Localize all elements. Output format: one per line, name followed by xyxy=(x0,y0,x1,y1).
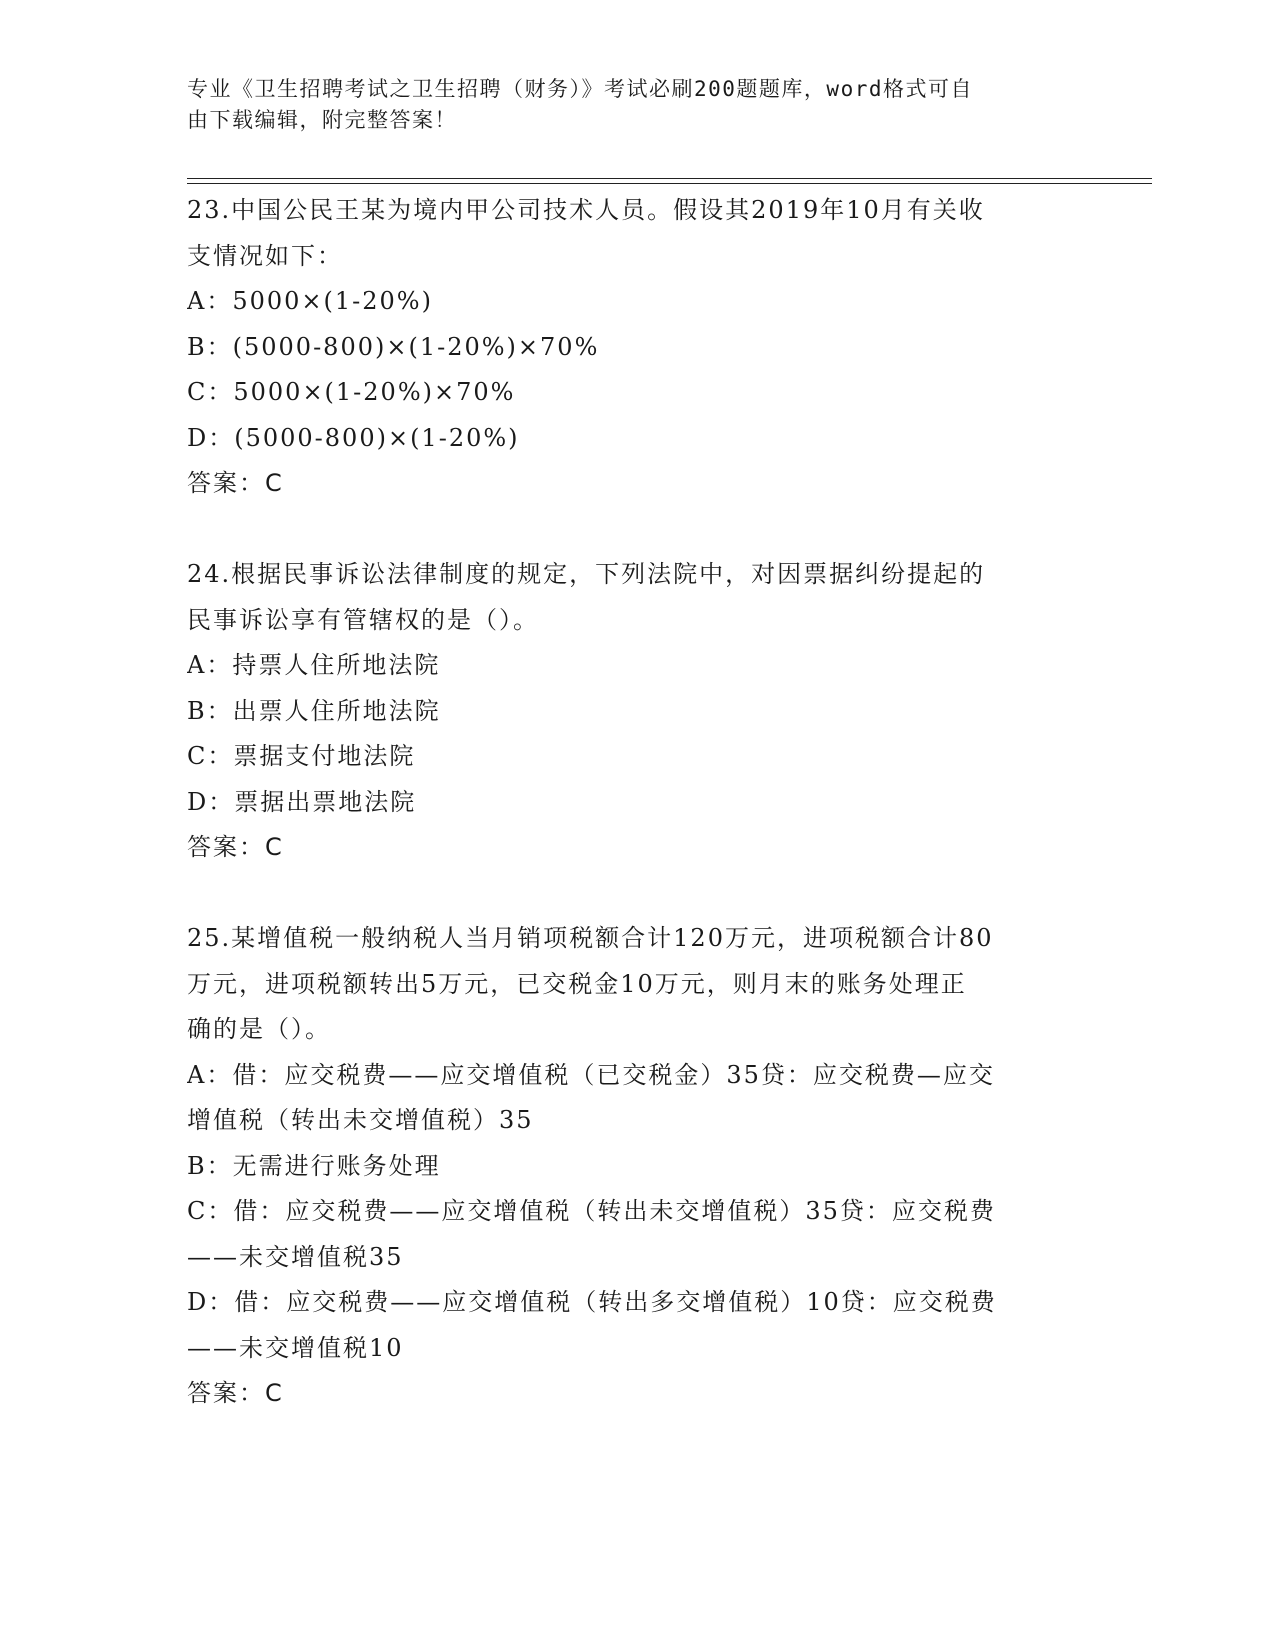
question-25-answer: 答案：C xyxy=(187,1379,284,1407)
question-23-text-line-2: 支情况如下： xyxy=(187,241,343,270)
question-spacer xyxy=(187,871,1082,917)
question-25-text-line-1: 25.某增值税一般纳税人当月销项税额合计120万元，进项税额合计80 xyxy=(187,924,994,952)
question-24-text-line-2: 民事诉讼享有管辖权的是（）。 xyxy=(187,605,539,634)
question-24-text-line-1: 24.根据民事诉讼法律制度的规定，下列法院中，对因票据纠纷提起的 xyxy=(187,560,986,588)
document-header xyxy=(187,74,1067,136)
question-25 xyxy=(187,916,1082,1417)
question-25-option-b: B：无需进行账务处理 xyxy=(187,1151,441,1180)
header-divider-top xyxy=(187,178,1152,179)
question-23-option-b: B：(5000-800)×(1-20%)×70% xyxy=(187,332,600,361)
question-25-option-c-line-1: C：借：应交税费——应交增值税（转出未交增值税）35贷：应交税费 xyxy=(187,1197,996,1225)
question-25-option-d-line-1: D：借：应交税费——应交增值税（转出多交增值税）10贷：应交税费 xyxy=(187,1288,997,1316)
question-24-option-c: C：票据支付地法院 xyxy=(187,742,416,770)
question-24-option-d: D：票据出票地法院 xyxy=(187,787,417,816)
question-23 xyxy=(187,188,1082,507)
question-23-option-c: C：5000×(1-20%)×70% xyxy=(187,378,516,406)
header-line-1: 专业《卫生招聘考试之卫生招聘（财务）》考试必刷200题题库，word格式可自 xyxy=(187,77,973,101)
question-25-text-line-2: 万元，进项税额转出5万元，已交税金10万元，则月末的账务处理正 xyxy=(187,969,967,998)
question-23-text-line-1: 23.中国公民王某为境内甲公司技术人员。假设其2019年10月有关收 xyxy=(187,196,985,224)
question-24-option-b: B：出票人住所地法院 xyxy=(187,696,441,725)
question-24-option-a: A：持票人住所地法院 xyxy=(187,651,441,679)
question-23-option-a: A：5000×(1-20%) xyxy=(187,287,433,315)
header-divider-bottom xyxy=(187,183,1152,184)
question-25-option-a-line-1: A：借：应交税费——应交增值税（已交税金）35贷：应交税费—应交 xyxy=(187,1060,995,1089)
question-24-answer: 答案：C xyxy=(187,833,284,861)
question-25-text-line-3: 确的是（）。 xyxy=(187,1015,331,1043)
header-line-2: 由下载编辑，附完整答案！ xyxy=(187,108,457,132)
question-list xyxy=(187,188,1082,1417)
question-24 xyxy=(187,552,1082,871)
question-25-option-a-line-2: 增值税（转出未交增值税）35 xyxy=(187,1106,534,1134)
question-25-option-d-line-2: ——未交增值税10 xyxy=(187,1333,404,1362)
question-23-answer: 答案：C xyxy=(187,469,284,497)
question-23-option-d: D：(5000-800)×(1-20%) xyxy=(187,423,520,452)
question-spacer xyxy=(187,507,1082,553)
question-25-option-c-line-2: ——未交增值税35 xyxy=(187,1242,404,1271)
